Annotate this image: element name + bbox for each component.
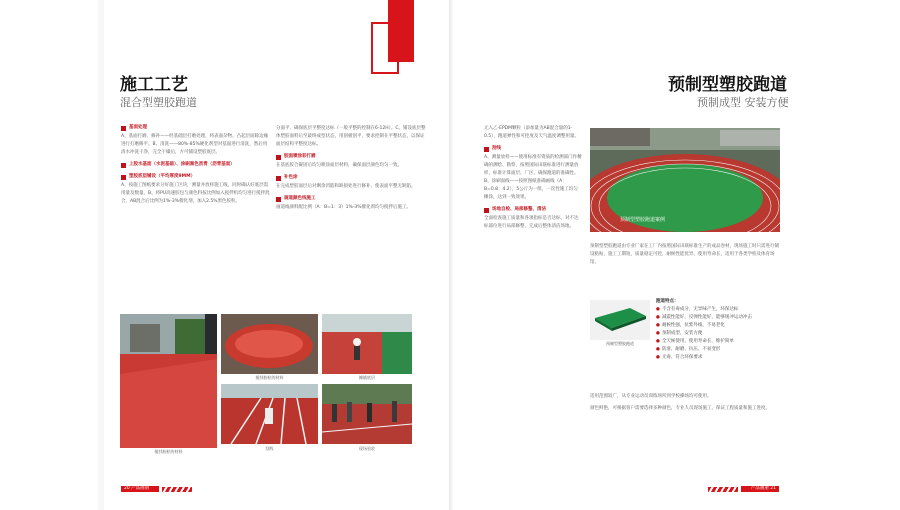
section xyxy=(484,206,582,231)
section-body: 在基底胶合凝固后均匀喷涂面层材料，确保面层颜色均匀一致。 xyxy=(276,163,402,168)
bullet-icon xyxy=(276,155,281,160)
section-body: 画道线颜料配比例（A：B=1：3）1%-3%催化剂均匀搅拌后施工。 xyxy=(276,205,412,210)
intro-text: 预制型塑胶跑道由专业厂家在工厂内按照国际田联标准生产的成品卷材，现场施工时只需进行铺设粘贴，施工工期短，质量稳定可控，耐候性能优异，使用寿命长，适用于各类学校及体育场馆。 xyxy=(590,244,779,265)
section xyxy=(121,161,271,169)
photo-caption: 摊铺底层 xyxy=(359,375,375,380)
feature-text: 减震性能好，反弹性能好，能够缓冲运动冲击 xyxy=(661,315,752,320)
right-page-title: 预制型塑胶跑道 xyxy=(668,75,787,95)
section xyxy=(276,195,426,212)
decorative-red-block xyxy=(388,0,414,62)
footer-label: 产品画册 xyxy=(750,486,769,491)
section-heading: 上胶水基面（水泥基础）、涂刷黑色沥青（沥青基面） xyxy=(129,162,235,167)
section xyxy=(276,174,426,191)
feature-item xyxy=(656,354,781,362)
section-heading: 基面处理 xyxy=(129,125,147,130)
bullet-icon xyxy=(484,208,489,213)
photo-stadium-aerial xyxy=(590,128,780,232)
section-heading: 画道颜色线施工 xyxy=(284,196,316,201)
feature-item xyxy=(656,346,781,354)
feature-text: 防滑、耐磨、抗压、不易变形 xyxy=(661,347,721,352)
section xyxy=(276,153,426,170)
section-body: 分面平、确保底层平整度达标（一般平整的控制在6-12H）。C、铺设底层整体塑胶面料后至最终成型状态，用刮板刮平，要求控制在平整状态，以保证面层结构平整度达标。 xyxy=(276,126,426,147)
bottom-paragraph: 颜色鲜艳，可根据客户需要选择多种颜色，专业人员现场施工，保证工程质量和施工进度。 xyxy=(590,406,770,411)
bullet-icon xyxy=(484,147,489,152)
section xyxy=(484,145,582,202)
section-body: 全面检查施工质量和各项指标是否达标，对不达标部位进行局部修整，完成后整体清洁场地。 xyxy=(484,216,579,229)
bullet-icon xyxy=(121,163,126,168)
page-number: 20 xyxy=(124,486,130,491)
footer-stripe xyxy=(708,487,738,492)
bullet-icon xyxy=(121,175,126,180)
right-page-subtitle: 预制成型 安装方便 xyxy=(697,96,789,109)
section-heading: 塑胶底层铺设（平均厚度9MM） xyxy=(129,174,196,179)
feature-item xyxy=(656,330,781,338)
feature-text: 耐候性强，抗紫外线，不易老化 xyxy=(661,323,725,328)
section-heading: 补色涂 xyxy=(284,175,298,180)
dot-icon: ● xyxy=(656,307,660,312)
page-number: 21 xyxy=(770,486,776,491)
right-footer-badge xyxy=(741,486,779,492)
dot-icon: ● xyxy=(656,315,660,320)
feature-item xyxy=(656,322,781,330)
features-title: 跑道特点： xyxy=(656,299,679,304)
section-heading: 刮线 xyxy=(492,146,501,151)
left-page-subtitle: 混合型塑胶跑道 xyxy=(120,96,197,109)
right-column-1 xyxy=(484,124,582,235)
page-gutter xyxy=(449,0,453,510)
photo-caption: 搅拌胶粒的材料 xyxy=(154,449,183,454)
features-list xyxy=(656,298,781,362)
product-sample-image xyxy=(590,300,650,340)
dot-icon: ● xyxy=(656,355,660,360)
dot-icon: ● xyxy=(656,339,660,344)
photo-paving xyxy=(322,314,412,374)
photo-worker-track xyxy=(120,314,217,448)
section xyxy=(121,124,271,157)
feature-text: 预制成型，安装方便 xyxy=(661,331,703,336)
section xyxy=(484,125,582,141)
bullet-icon xyxy=(276,176,281,181)
photo-site-inspection xyxy=(322,384,412,444)
section-heading: 场地自检、局部修整、清洁 xyxy=(492,207,546,212)
product-sample-label: 预制型塑胶跑道 xyxy=(606,341,634,346)
feature-item xyxy=(656,314,781,322)
bullet-icon xyxy=(276,197,281,202)
section-body: A、按施工图纸要求分好施工区块，测量并放样施工线，同时确认好底层需用量及数量。B、将PU高速胶包与颜色料按比例加入搅拌机均匀进行搅拌混合，AB混合后比例为1%-3%催化剂，加入2.5%黑色胶粒。 xyxy=(121,183,270,204)
right-bottom-text xyxy=(590,392,780,417)
bullet-icon xyxy=(121,126,126,131)
photo-red-mix xyxy=(221,314,318,374)
photo-line-painting xyxy=(221,384,318,444)
photo-caption: 搅拌胶粒的材料 xyxy=(255,375,284,380)
section-body: A、基面打磨、修补——经基础层打磨处理，将表面杂物、凸起层面除边缘进行打磨修平。B、清洗——80%-85%硬化剂型对基面进行清洗，然后用清水冲洗干净，完全干燥后，方可铺设塑胶底层。 xyxy=(121,134,269,155)
section-body: A、测量放样——使用标准有资质的检测部门作精确的测绘、勘察，按照国际田联标准进行测量放样，标准计算面层、厂区、确保跑道的准确性。B、涂刷面线——按照图纸准确画线（A：B=0.8：4.2），5公斤为一组，一次性施工均匀摊涂，达到一致效果。 xyxy=(484,155,582,200)
dot-icon: ● xyxy=(656,331,660,336)
left-footer-badge xyxy=(121,486,159,492)
feature-text: 无毒、符合环保要求 xyxy=(661,355,703,360)
photo-caption: 刮线 xyxy=(265,446,274,451)
feature-item xyxy=(656,338,781,346)
footer-stripe xyxy=(162,487,192,492)
left-column-2 xyxy=(276,124,426,216)
section xyxy=(121,173,271,206)
photo-caption: 现场验收 xyxy=(359,446,375,451)
left-column-1 xyxy=(121,124,271,210)
dot-icon: ● xyxy=(656,347,660,352)
left-page-title: 施工工艺 xyxy=(120,75,188,95)
footer-label: 产品画册 xyxy=(131,486,150,491)
section-body: 在完成塑胶面层后对剩余凹陷和缺损处进行修补，使表面平整无缺陷。 xyxy=(276,184,416,189)
bottom-paragraph: 适用范围较广，从专业运动员训练场所到学校操场均可使用。 xyxy=(590,394,712,399)
feature-item xyxy=(656,306,781,314)
right-intro xyxy=(590,242,780,271)
dot-icon: ● xyxy=(656,323,660,328)
section xyxy=(276,125,426,149)
section-heading: 胶面喷涂彩打磨 xyxy=(284,154,316,159)
section-body: 元入乙-EPDM颗粒（添加量为AB混合量的1-0.5），跑道弹性和可控度及天气温度调整用量。 xyxy=(484,126,579,139)
feature-text: 不含有毒成分，无异味产生，环保达标 xyxy=(661,307,739,312)
feature-text: 全天候使用，使用寿命长，维护简单 xyxy=(661,339,734,344)
photo-caption: 预制型塑胶跑道案例 xyxy=(620,217,666,223)
